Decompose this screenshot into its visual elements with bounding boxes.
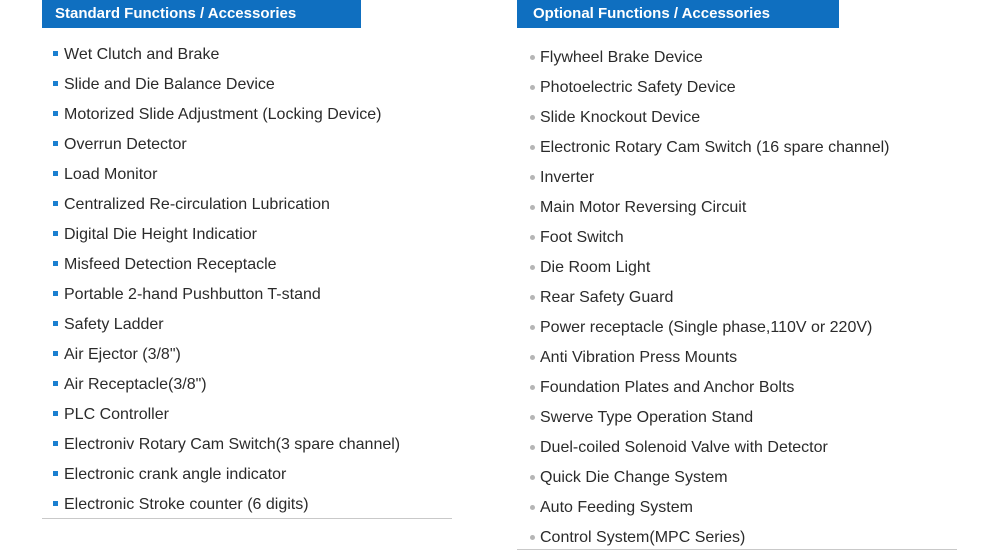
list-item-label: Misfeed Detection Receptacle: [64, 256, 277, 273]
list-item: [42, 160, 400, 190]
dot-bullet-icon: [530, 205, 535, 210]
square-bullet-icon: [53, 381, 58, 386]
list-item: [517, 73, 889, 103]
square-bullet-icon: [53, 141, 58, 146]
list-item-label: Portable 2-hand Pushbutton T-stand: [64, 286, 321, 303]
dot-bullet-icon: [530, 145, 535, 150]
list-item-label: Power receptacle (Single phase,110V or 220V): [540, 319, 873, 336]
list-item: [517, 493, 889, 523]
list-item-label: Duel-coiled Solenoid Valve with Detector: [540, 439, 828, 456]
list-item-label: Electronic Rotary Cam Switch (16 spare channel): [540, 139, 890, 156]
square-bullet-icon: [53, 321, 58, 326]
list-item: [42, 40, 400, 70]
standard-functions-header: Standard Functions / Accessories: [42, 0, 361, 28]
list-item-label: Quick Die Change System: [540, 469, 728, 486]
square-bullet-icon: [53, 351, 58, 356]
list-item-label: Flywheel Brake Device: [540, 49, 703, 66]
square-bullet-icon: [53, 171, 58, 176]
list-item-label: Load Monitor: [64, 166, 158, 183]
dot-bullet-icon: [530, 505, 535, 510]
square-bullet-icon: [53, 471, 58, 476]
dot-bullet-icon: [530, 355, 535, 360]
list-item: [42, 430, 400, 460]
list-item-label: Main Motor Reversing Circuit: [540, 199, 747, 216]
square-bullet-icon: [53, 231, 58, 236]
square-bullet-icon: [53, 411, 58, 416]
list-item: [42, 130, 400, 160]
standard-divider: [42, 518, 452, 519]
list-item: [42, 400, 400, 430]
dot-bullet-icon: [530, 235, 535, 240]
square-bullet-icon: [53, 501, 58, 506]
square-bullet-icon: [53, 111, 58, 116]
dot-bullet-icon: [530, 475, 535, 480]
list-item: [517, 283, 889, 313]
dot-bullet-icon: [530, 535, 535, 540]
list-item-label: Control System(MPC Series): [540, 529, 746, 546]
list-item: [517, 193, 889, 223]
square-bullet-icon: [53, 441, 58, 446]
list-item: [517, 373, 889, 403]
list-item: [42, 310, 400, 340]
dot-bullet-icon: [530, 445, 535, 450]
dot-bullet-icon: [530, 265, 535, 270]
list-item: [42, 190, 400, 220]
list-item: [517, 463, 889, 493]
dot-bullet-icon: [530, 115, 535, 120]
list-item-label: Safety Ladder: [64, 316, 164, 333]
list-item-label: Inverter: [540, 169, 595, 186]
list-item: [42, 220, 400, 250]
standard-functions-list: [42, 40, 400, 520]
list-item-label: Electronic crank angle indicator: [64, 466, 287, 483]
square-bullet-icon: [53, 261, 58, 266]
list-item-label: Foot Switch: [540, 229, 624, 246]
optional-functions-header: Optional Functions / Accessories: [517, 0, 839, 28]
square-bullet-icon: [53, 291, 58, 296]
list-item-label: Electroniv Rotary Cam Switch(3 spare channel): [64, 436, 401, 453]
list-item-label: Foundation Plates and Anchor Bolts: [540, 379, 795, 396]
list-item: [517, 133, 889, 163]
list-item-label: Rear Safety Guard: [540, 289, 674, 306]
list-item-label: Electronic Stroke counter (6 digits): [64, 496, 309, 513]
list-item-label: Motorized Slide Adjustment (Locking Device): [64, 106, 382, 123]
dot-bullet-icon: [530, 415, 535, 420]
list-item: [517, 253, 889, 283]
list-item: [42, 280, 400, 310]
list-item-label: Centralized Re-circulation Lubrication: [64, 196, 330, 213]
list-item-label: PLC Controller: [64, 406, 169, 423]
list-item-label: Air Ejector (3/8"): [64, 346, 181, 363]
list-item: [42, 100, 400, 130]
standard-functions-panel: [42, 0, 452, 513]
list-item-label: Slide and Die Balance Device: [64, 76, 275, 93]
list-item: [517, 43, 889, 73]
optional-functions-list: [517, 43, 889, 553]
list-item: [517, 403, 889, 433]
list-item: [42, 340, 400, 370]
dot-bullet-icon: [530, 295, 535, 300]
list-item: [42, 370, 400, 400]
list-item-label: Digital Die Height Indicatior: [64, 226, 257, 243]
dot-bullet-icon: [530, 385, 535, 390]
square-bullet-icon: [53, 51, 58, 56]
optional-functions-panel: [517, 0, 957, 546]
list-item-label: Photoelectric Safety Device: [540, 79, 736, 96]
list-item: [42, 460, 400, 490]
list-item: [42, 70, 400, 100]
list-item: [517, 223, 889, 253]
dot-bullet-icon: [530, 55, 535, 60]
list-item-label: Auto Feeding System: [540, 499, 693, 516]
dot-bullet-icon: [530, 85, 535, 90]
dot-bullet-icon: [530, 175, 535, 180]
square-bullet-icon: [53, 81, 58, 86]
list-item: [42, 250, 400, 280]
list-item: [517, 433, 889, 463]
list-item: [517, 343, 889, 373]
list-item-label: Swerve Type Operation Stand: [540, 409, 754, 426]
list-item: [517, 163, 889, 193]
list-item: [517, 103, 889, 133]
list-item-label: Slide Knockout Device: [540, 109, 701, 126]
list-item: [42, 490, 400, 520]
list-item-label: Anti Vibration Press Mounts: [540, 349, 738, 366]
list-item-label: Wet Clutch and Brake: [64, 46, 220, 63]
list-item-label: Air Receptacle(3/8"): [64, 376, 207, 393]
list-item-label: Overrun Detector: [64, 136, 187, 153]
list-item: [517, 313, 889, 343]
list-item-label: Die Room Light: [540, 259, 651, 276]
dot-bullet-icon: [530, 325, 535, 330]
square-bullet-icon: [53, 201, 58, 206]
